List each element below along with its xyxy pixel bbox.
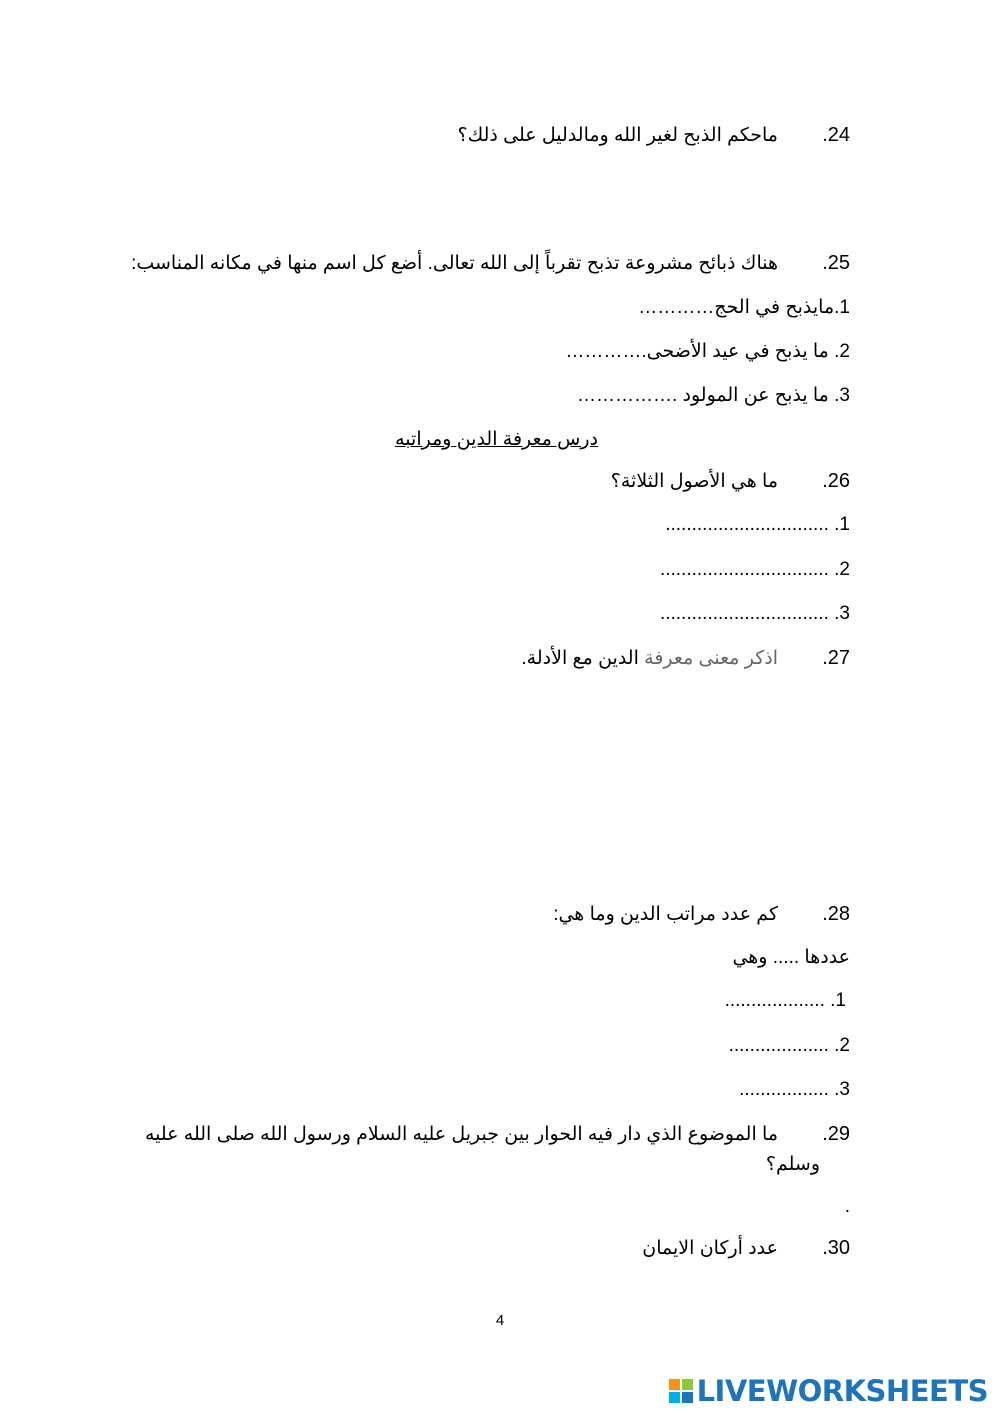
question-text-rest: الدين مع الأدلة. bbox=[521, 648, 645, 669]
answer-line[interactable]: 1. ............................... bbox=[665, 514, 850, 535]
question-number: .29 bbox=[822, 1123, 850, 1145]
answer-line[interactable]: 3. ................................ bbox=[659, 603, 850, 624]
answer-dot[interactable]: . bbox=[844, 1196, 850, 1217]
answer-line[interactable]: 2. ................................ bbox=[659, 559, 850, 580]
question-number: .28 bbox=[822, 903, 850, 925]
answer-line[interactable]: 2. ما يذبح في عيد الأضحى.………… bbox=[565, 341, 850, 362]
question-text: كم عدد مراتب الدين وما هي: bbox=[553, 904, 778, 925]
liveworksheets-logo bbox=[669, 1374, 988, 1408]
question-29 bbox=[145, 1123, 850, 1146]
question-text: ماحكم الذبح لغير الله ومالدليل على ذلك؟ bbox=[457, 125, 778, 146]
page-number: 4 bbox=[495, 1312, 505, 1329]
question-30 bbox=[642, 1237, 850, 1260]
question-number: .24 bbox=[822, 124, 850, 146]
answer-line[interactable]: 1. ................... bbox=[724, 990, 846, 1011]
count-line[interactable]: عددها ..... وهي bbox=[732, 947, 850, 968]
question-25 bbox=[131, 252, 850, 275]
answer-line[interactable]: 2. ................... bbox=[728, 1035, 850, 1056]
question-text-continued: وسلم؟ bbox=[765, 1154, 820, 1175]
question-number: .25 bbox=[822, 252, 850, 274]
question-text: ما هي الأصول الثلاثة؟ bbox=[610, 471, 778, 492]
question-text: ما الموضوع الذي دار فيه الحوار بين جبريل عليه السلام ورسول الله صلى الله عليه bbox=[144, 1124, 778, 1145]
question-text: هناك ذبائح مشروعة تذبح تقرباً إلى الله تعالى. أضع كل اسم منها في مكانه المناسب: bbox=[131, 253, 778, 274]
lesson-heading: درس معرفة الدين ومراتبه bbox=[395, 429, 598, 450]
question-26 bbox=[611, 470, 850, 493]
question-number: .30 bbox=[822, 1237, 850, 1259]
question-24 bbox=[458, 124, 850, 147]
logo-text: LIVEWORKSHEETS bbox=[696, 1374, 988, 1408]
question-number: .26 bbox=[822, 470, 850, 492]
answer-line[interactable]: 1.مايذبح في الحج………… bbox=[638, 297, 850, 318]
answer-line[interactable]: 3. ................. bbox=[739, 1079, 850, 1100]
question-text bbox=[521, 647, 778, 670]
logo-grid-icon bbox=[669, 1379, 693, 1403]
question-number: .27 bbox=[822, 647, 850, 669]
answer-line[interactable]: 3. ما يذبح عن المولود .…………… bbox=[576, 385, 850, 406]
question-text-grey: اذكر معنى معرفة bbox=[644, 648, 778, 669]
question-28 bbox=[553, 903, 850, 926]
question-text: عدد أركان الايمان bbox=[642, 1238, 778, 1259]
question-27 bbox=[521, 647, 850, 670]
